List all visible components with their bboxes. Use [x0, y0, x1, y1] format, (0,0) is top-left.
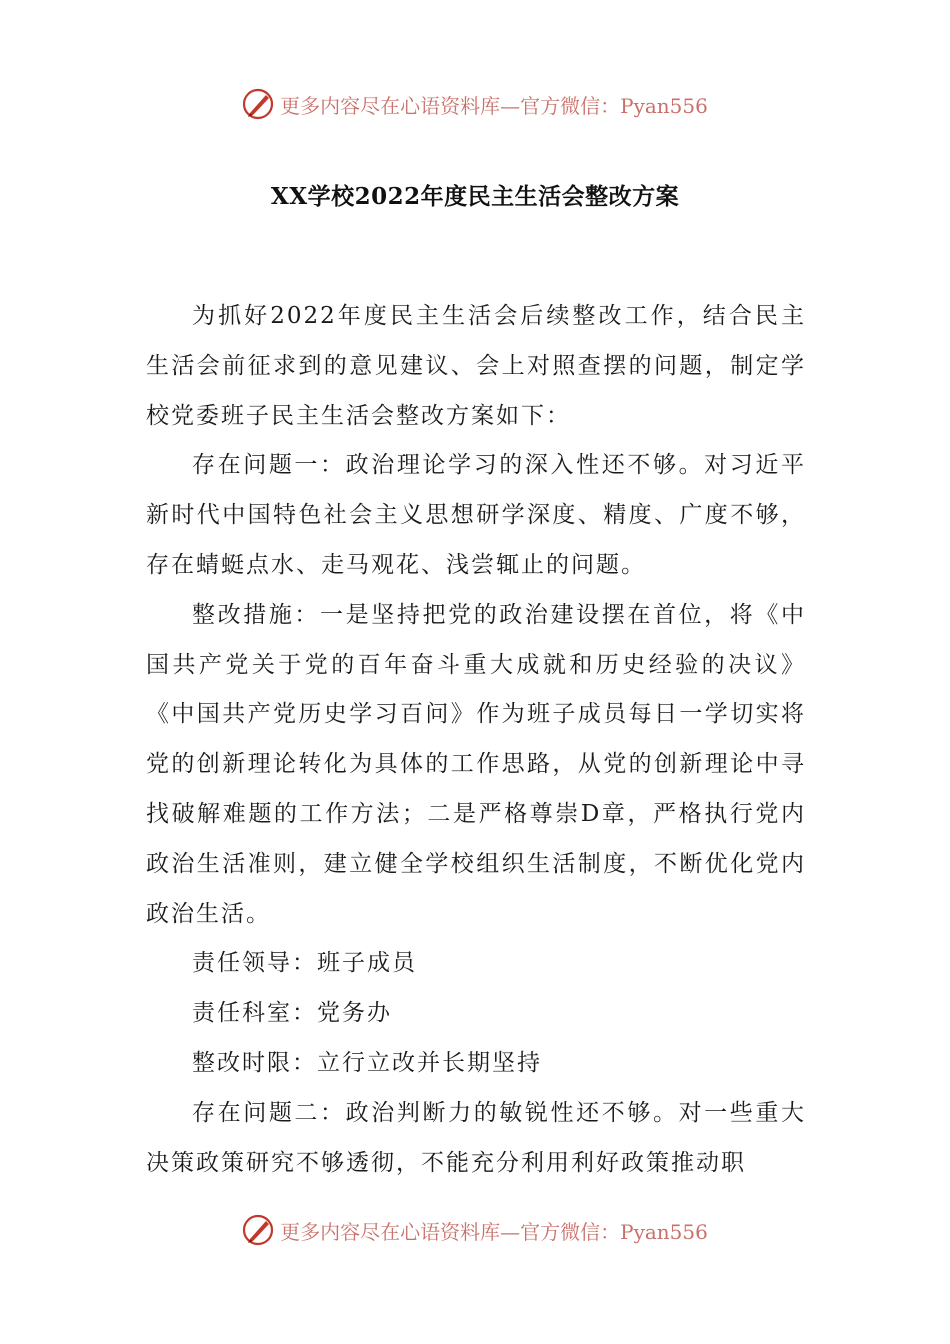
paragraph-measures: 整改措施：一是坚持把党的政治建设摆在首位，将《中国共产党关于党的百年奋斗重大成就和历史经验的决议》《中国共产党历史学习百问》作为班子成员每日一学切实将党的创新理论转化为具体的工作思路，从党的创新理论中寻找破解难题的工作方法；二是严格尊崇D章，严格执行党内政治生活准则，建立健全学校组织生活制度，不断优化党内政治生活。 [146, 601, 806, 927]
pen-logo-icon [242, 87, 276, 121]
paragraph-deadline: 整改时限：立行立改并长期坚持 [192, 1049, 542, 1076]
paragraph-problem-2: 存在问题二：政治判断力的敏锐性还不够。对一些重大决策政策研究不够透彻，不能充分利用利好政策推动职 [146, 1099, 806, 1176]
footer-watermark [0, 1210, 950, 1250]
paragraph-problem-1: 存在问题一：政治理论学习的深入性还不够。对习近平新时代中国特色社会主义思想研学深度、精度、广度不够，存在蜻蜓点水、走马观花、浅尝辄止的问题。 [146, 452, 806, 578]
document-title: XX学校2022年度民主生活会整改方案 [270, 183, 680, 210]
watermark-text: 更多内容尽在心语资料库—官方微信：Pyan556 [280, 1219, 708, 1244]
document-body [146, 292, 806, 1188]
watermark-text: 更多内容尽在心语资料库—官方微信：Pyan556 [280, 93, 708, 118]
paragraph-intro: 为抓好2022年度民主生活会后续整改工作，结合民主生活会前征求到的意见建议、会上对照查摆的问题，制定学校党委班子民主生活会整改方案如下： [146, 303, 806, 429]
header-watermark [0, 84, 950, 124]
paragraph-office: 责任科室：党务办 [192, 1000, 392, 1027]
paragraph-leader: 责任领导：班子成员 [192, 950, 417, 977]
pen-logo-icon [242, 1213, 276, 1247]
